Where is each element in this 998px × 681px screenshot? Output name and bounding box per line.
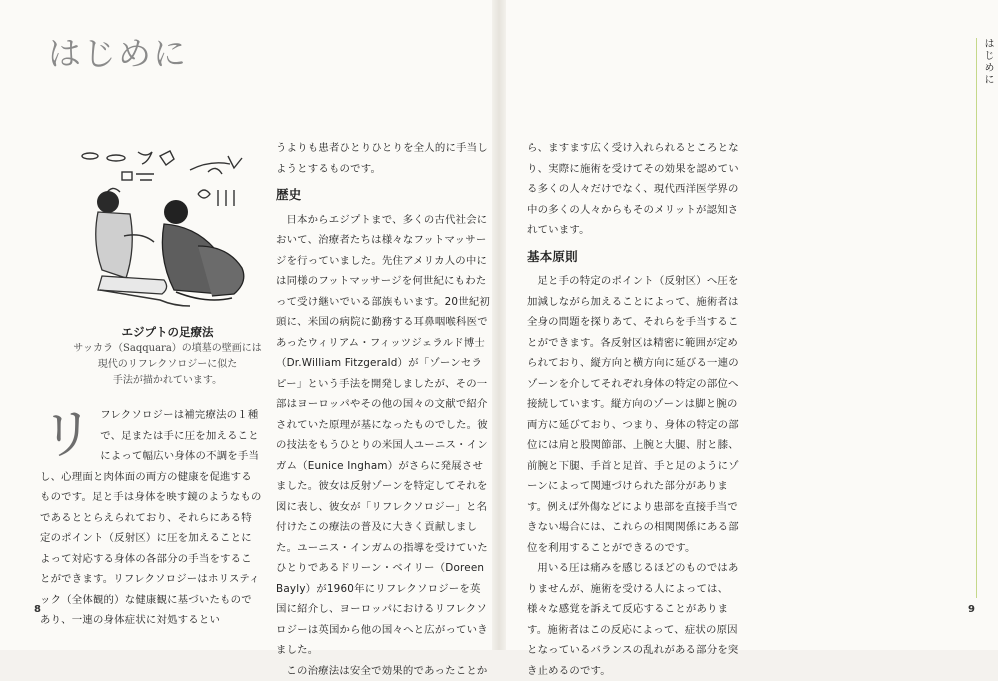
- intro-text: フレクソロジーは補完療法の１種で、足または手に圧を加えることによって幅広い身体の不調を手当し、心理面と肉体面の両方の健康を促進するものです。足と手は身体を映す鏡のようなものであるととらえられており、それらにある特定のポイント（反射区）に圧を加えることによって対応する身体の各部分の手当をすることができます。リフレクソロジーはホリスティック（全体観的）な健康観に基づいたものであり、一連の身体症状に対処するとい: [40, 409, 262, 626]
- book-gutter: [492, 0, 506, 650]
- figure-caption-line: 手法が描かれています。: [55, 373, 280, 389]
- right-figure: [162, 200, 243, 300]
- page-number-left: 8: [34, 604, 41, 615]
- principles-paragraph-2: 用いる圧は痛みを感じるほどのものではありませんが、施術を受ける人によっては、様々な感覚を訴えて反応することがあります。施術者はこの反応によって、症状の原因となっているバランスの乱れがある部分を突き止めるのです。: [527, 558, 743, 681]
- drop-cap: リ: [40, 409, 94, 461]
- text-column-3: [527, 138, 743, 681]
- intro-paragraph: [40, 405, 262, 631]
- section-heading-principles: 基本原則: [527, 247, 743, 268]
- page-title: はじめに: [48, 28, 188, 75]
- history-paragraph-2: この治療法は安全で効果的であったことか: [276, 661, 490, 681]
- section-heading-history: 歴史: [276, 185, 490, 206]
- side-tab-rule: [976, 38, 998, 598]
- continued-paragraph: ら、ますます広く受け入れられるところとなり、実際に施術を受けてその効果を認めている多くの人々だけでなく、現代西洋医学界の中の多くの人々からもそのメリットが認知されています。: [527, 138, 743, 241]
- figure-caption-line: 現代のリフレクソロジーに似た: [55, 357, 280, 373]
- figure-caption-line: サッカラ（Saqquara）の墳墓の壁画には: [55, 341, 280, 357]
- figure-caption: [55, 341, 280, 389]
- continued-paragraph: うよりも患者ひとりひとりを全人的に手当しようとするものです。: [276, 138, 490, 179]
- page-number-right: 9: [968, 604, 975, 615]
- history-paragraph: 日本からエジプトまで、多くの古代社会において、治療者たちは様々なフットマッサージを行っていました。先住アメリカ人の中には同様のフットマッサージを何世紀にもわたって受け継いでいる部族もいます。20世紀初頭に、米国の病院に勤務する耳鼻咽喉科医であったウィリアム・フィッツジェラルド博士（Dr.William Fitzgerald）が「ゾーンセラピー」という手法を開発しましたが、その一部はヨーロッパやその他の国々の文献で紹介されていた原理が基になったものでした。彼の技法をもうひとりの米国人ユーニス・インガム（Eunice Ingham）がさらに発展させました。彼女は反射ゾーンを特定してそれを図に表し、彼女が「リフレクソロジー」と名付けたこの療法の普及に大きく貢献しました。ユーニス・インガムの指導を受けていたひとりであるドリーン・ベイリー（Doreen Bayly）が1960年にリフレクソロジーを英国に紹介し、ヨーロッパにおけるリフレクソロジーは英国から他の国々へと広がっていきました。: [276, 210, 490, 661]
- figure-title: エジプトの足療法: [60, 324, 275, 340]
- principles-paragraph: 足と手の特定のポイント（反射区）へ圧を加減しながら加えることによって、施術者は全身の問題を探りあて、それらを手当することができます。各反射区は精密に範囲が定められており、縦方向と横方向に延びる一連のゾーンを介してそれぞれ身体の特定の部位へ接続しています。縦方向のゾーンは脚と腕の両方に延びており、つまり、身体の特定の部位には肩と股関節部、上腕と大腿、肘と膝、前腕と下腿、手首と足首、手と足のようにゾーンによって関連づけられた部分があります。例えば外傷などにより患部を直接手当できない場合には、これらの相関関係にある部位を利用することができるのです。: [527, 271, 743, 558]
- text-column-1: [40, 405, 262, 631]
- side-tab-label: はじめに: [980, 38, 995, 86]
- text-column-2: [276, 138, 490, 681]
- egyptian-foot-therapy-illustration: [78, 150, 256, 318]
